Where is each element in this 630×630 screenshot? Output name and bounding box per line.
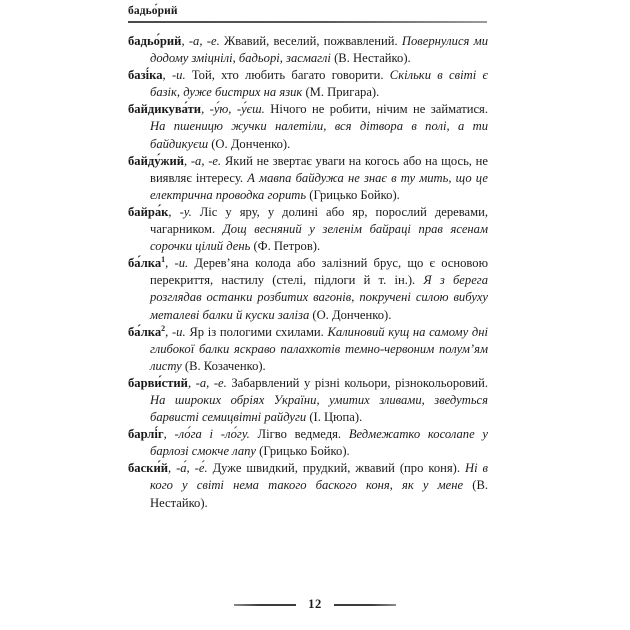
entry-definition: Лігво ведмедя. bbox=[257, 427, 349, 442]
dictionary-entry bbox=[128, 67, 488, 101]
entry-headword: ба́лка bbox=[128, 256, 162, 271]
entry-source: (Грицько Бойко). bbox=[259, 444, 350, 459]
entry-definition: Той, хто любить багато говорити. bbox=[191, 68, 390, 83]
entry-example: На пшеницю жучки налетіли, вся дітвора в полі, а ти байдикуєш bbox=[150, 119, 488, 151]
entry-headword: байра́к bbox=[128, 204, 169, 219]
footer-rule-left bbox=[234, 604, 296, 606]
running-head bbox=[128, 4, 487, 23]
entry-headword: баски́й bbox=[128, 461, 168, 476]
entry-example: Ні в кого у світі нема такого баского коня, як у мене bbox=[150, 461, 488, 493]
entry-source: (О. Донченко). bbox=[312, 307, 392, 322]
entry-inflections: , -и. bbox=[162, 68, 192, 83]
entry-source: (В. Нестайко). bbox=[150, 478, 488, 510]
entry-example: Ведмежатко косолапе у барлозі смокче лапу bbox=[150, 427, 488, 459]
entry-source: (О. Донченко). bbox=[211, 136, 291, 151]
entry-definition: Забарвлений у різні кольори, різнокольоровий. bbox=[231, 375, 488, 390]
entry-inflections: , -а́, -е́. bbox=[167, 461, 213, 476]
entry-source: (Ф. Петров). bbox=[253, 239, 321, 254]
entry-example: Я з берега розглядав останки розбитих вагонів, покручені силою вибуху металеві балки й куски заліза bbox=[150, 273, 488, 322]
dictionary-entry bbox=[128, 460, 488, 511]
entry-source: (М. Пригара). bbox=[305, 85, 380, 100]
entry-inflections: , -ло́га і -ло́гу. bbox=[163, 427, 258, 442]
entry-headword: байду́жий bbox=[128, 153, 184, 168]
entry-inflections: , -и. bbox=[165, 324, 190, 339]
entry-definition: Дуже швидкий, прудкий, жвавий (про коня). bbox=[212, 461, 465, 476]
header-rule bbox=[128, 21, 487, 23]
entry-example: Калиновий кущ на самому дні глибокої балки яскраво палахкотів темно-червоним полум’ям листу bbox=[150, 324, 488, 373]
entry-column bbox=[128, 33, 488, 512]
entry-example: Дощ весняний у зеленім байраці прав ясенам сорочки цілий день bbox=[150, 222, 488, 254]
entry-definition: Жвавий, веселий, пожвавлений. bbox=[224, 34, 402, 48]
entry-definition: Нічого не робити, нічим не займатися. bbox=[270, 102, 488, 117]
entry-headword: байдикува́ти bbox=[128, 102, 202, 117]
entry-headword: ба́лка bbox=[128, 324, 162, 339]
entry-example: А мавпа байдужа не знає в ту мить, що це електрична проводка горить bbox=[150, 170, 488, 202]
entry-headword: базі́ка bbox=[128, 68, 163, 83]
entry-inflections: , -у. bbox=[168, 204, 200, 219]
entry-source: (В. Козаченко). bbox=[184, 358, 266, 373]
entry-source: (І. Цюпа). bbox=[309, 410, 363, 425]
footer-rule-right bbox=[334, 604, 396, 606]
dictionary-entry bbox=[128, 324, 488, 375]
entry-example: Скільки в світі є базік, дуже бистрих на язик bbox=[150, 68, 488, 100]
entry-definition: Дерев’яна колода або залізний брус, що є основою перекриття, настилу (стелі, підлоги й т. ін.). bbox=[150, 256, 488, 288]
running-head-word: бадьо́рий bbox=[128, 5, 178, 17]
dictionary-entry bbox=[128, 255, 488, 323]
entry-example: Повернулися ми додому зміцнілі, бадьорі, засмаглі bbox=[150, 34, 488, 66]
entry-inflections: , -у́ю, -у́єш. bbox=[201, 102, 271, 117]
entry-example: На широких обріях України, умитих зливами, зведуться барвисті семицвітні райдуги bbox=[150, 392, 488, 425]
page-footer bbox=[0, 597, 630, 612]
entry-homograph-number: 2 bbox=[161, 323, 166, 333]
entry-headword: барлі́г bbox=[128, 427, 164, 442]
entry-definition: Який не звертає уваги на когось або на щось, не виявляє інтересу. bbox=[150, 153, 488, 185]
entry-homograph-number: 1 bbox=[161, 255, 166, 265]
entry-inflections: , -а, -е. bbox=[184, 153, 225, 168]
entry-inflections: , -и. bbox=[165, 256, 195, 271]
dictionary-entry bbox=[128, 101, 488, 152]
dictionary-entry bbox=[128, 426, 488, 460]
entry-headword: бадьо́рий bbox=[128, 34, 182, 48]
entry-definition: Яр із пологими схилами. bbox=[189, 324, 328, 339]
entry-inflections: , -а, -е. bbox=[181, 34, 224, 48]
dictionary-entry bbox=[128, 153, 488, 204]
entry-headword: барви́стий bbox=[128, 375, 188, 390]
entry-inflections: , -а, -е. bbox=[187, 375, 232, 390]
entry-source: (Грицько Бойко). bbox=[309, 187, 400, 202]
dictionary-entry bbox=[128, 33, 488, 67]
dictionary-entry bbox=[128, 375, 488, 426]
entry-definition: Ліс у яру, у долині або яр, порослий деревами, чагарником. bbox=[150, 204, 488, 237]
dictionary-entry bbox=[128, 204, 488, 255]
entry-source: (В. Нестайко). bbox=[334, 51, 411, 66]
page-number: 12 bbox=[308, 597, 322, 611]
